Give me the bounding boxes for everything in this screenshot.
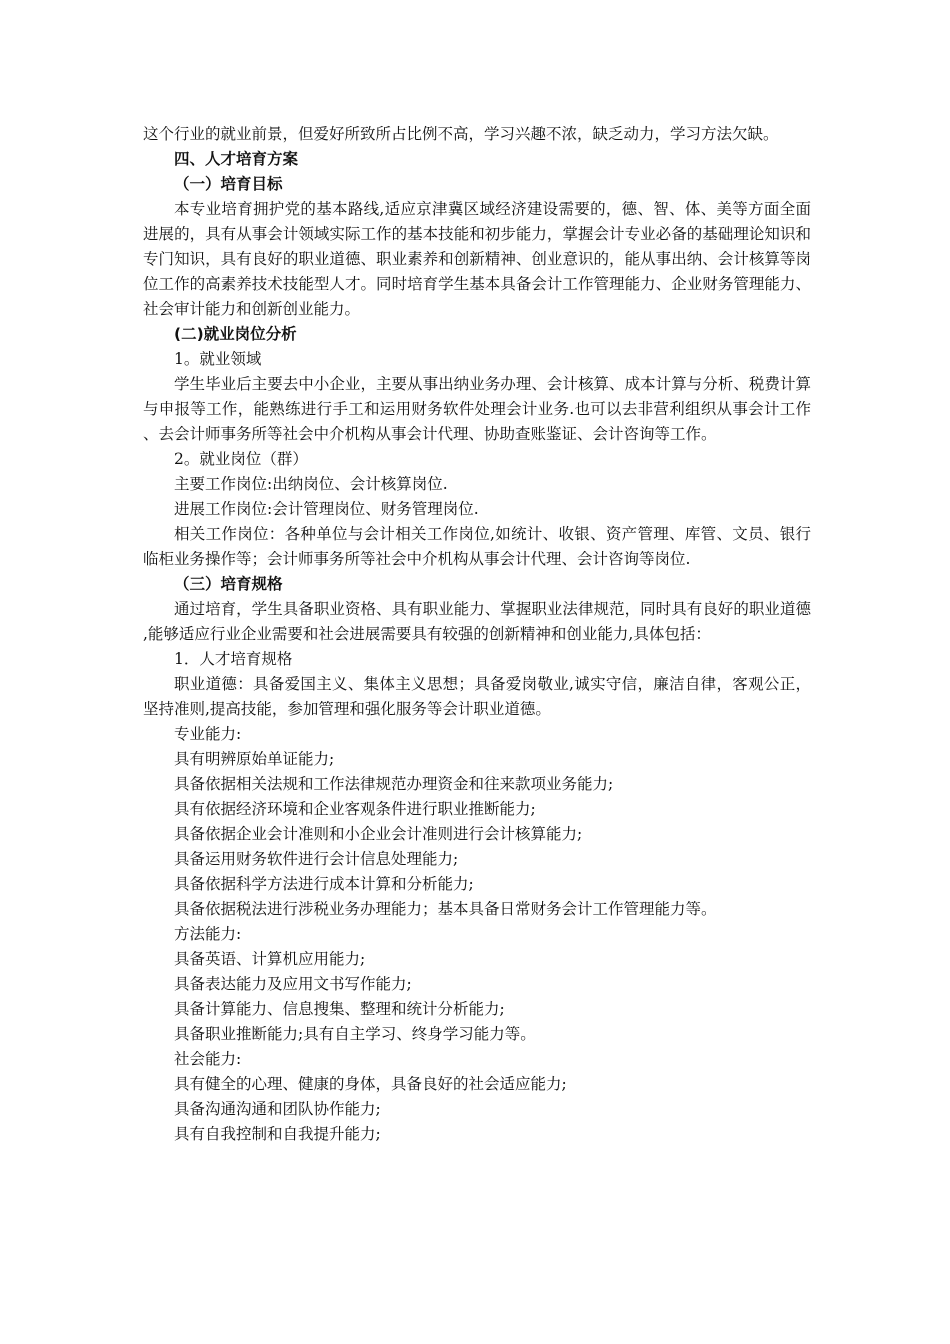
paragraph: 专业能力: (174, 725, 242, 743)
paragraph: 具备职业推断能力;具有自主学习、终身学习能力等。 (174, 1025, 536, 1043)
paragraph: 具备依据企业会计准则和小企业会计准则进行会计核算能力; (174, 825, 583, 843)
paragraph: 具备依据科学方法进行成本计算和分析能力; (174, 875, 474, 893)
paragraph: 具有依据经济环境和企业客观条件进行职业推断能力; (174, 800, 536, 818)
document-body (143, 122, 811, 1147)
paragraph: 1。就业领域 (174, 350, 262, 368)
paragraph: 学生毕业后主要去中小企业，主要从事出纳业务办理、会计核算、成本计算与分析、税费计算与申报等工作，能熟练进行手工和运用财务软件处理会计业务.也可以去非营利组织从事会计工作、去会计师事务所等社会中介机构从事会计代理、协助查账鉴证、会计咨询等工作。 (143, 375, 811, 443)
paragraph: 方法能力: (174, 925, 242, 943)
paragraph: 进展工作岗位:会计管理岗位、财务管理岗位. (174, 500, 479, 518)
paragraph: 主要工作岗位:出纳岗位、会计核算岗位. (174, 475, 448, 493)
paragraph: 本专业培育拥护党的基本路线,适应京津冀区域经济建设需要的，德、智、体、美等方面全面进展的，具有从事会计领域实际工作的基本技能和初步能力，掌握会计专业必备的基础理论知识和专门知识，具有良好的职业道德、职业素养和创新精神、创业意识的，能从事出纳、会计核算等岗位工作的高素养技术技能型人才。同时培育学生基本具备会计工作管理能力、企业财务管理能力、社会审计能力和创新创业能力。 (143, 200, 811, 318)
paragraph: 这个行业的就业前景，但爱好所致所占比例不高，学习兴趣不浓，缺乏动力，学习方法欠缺。 (143, 125, 779, 143)
paragraph: 具备英语、计算机应用能力; (174, 950, 366, 968)
subsection-heading: （一）培育目标 (174, 175, 283, 193)
paragraph: 通过培育，学生具备职业资格、具有职业能力、掌握职业法律规范，同时具有良好的职业道德,能够适应行业企业需要和社会进展需要具有较强的创新精神和创业能力,具体包括： (143, 600, 811, 643)
paragraph: 具备依据相关法规和工作法律规范办理资金和往来款项业务能力; (174, 775, 614, 793)
paragraph: 具有健全的心理、健康的身体，具备良好的社会适应能力; (174, 1075, 567, 1093)
paragraph: 具备运用财务软件进行会计信息处理能力; (174, 850, 459, 868)
paragraph: 社会能力: (174, 1050, 242, 1068)
paragraph: 具有自我控制和自我提升能力; (174, 1125, 381, 1143)
paragraph: 2。就业岗位（群） (174, 450, 308, 468)
paragraph: 具备计算能力、信息搜集、整理和统计分析能力; (174, 1000, 505, 1018)
paragraph: 职业道德：具备爱国主义、集体主义思想；具备爱岗敬业,诚实守信，廉洁自律，客观公正，坚持准则,提高技能，参加管理和强化服务等会计职业道德。 (143, 675, 811, 718)
paragraph: 具有明辨原始单证能力; (174, 750, 335, 768)
subsection-heading: （三）培育规格 (174, 575, 283, 593)
paragraph: 具备依据税法进行涉税业务办理能力；基本具备日常财务会计工作管理能力等。 (174, 900, 717, 918)
paragraph: 相关工作岗位：各种单位与会计相关工作岗位,如统计、收银、资产管理、库管、文员、银行临柜业务操作等；会计师事务所等社会中介机构从事会计代理、会计咨询等岗位. (143, 525, 811, 568)
paragraph: 1．人才培育规格 (174, 650, 293, 668)
paragraph: 具备沟通沟通和团队协作能力; (174, 1100, 381, 1118)
subsection-heading: (二)就业岗位分析 (174, 325, 297, 343)
section-heading: 四、人才培育方案 (174, 150, 299, 168)
paragraph: 具备表达能力及应用文书写作能力; (174, 975, 412, 993)
